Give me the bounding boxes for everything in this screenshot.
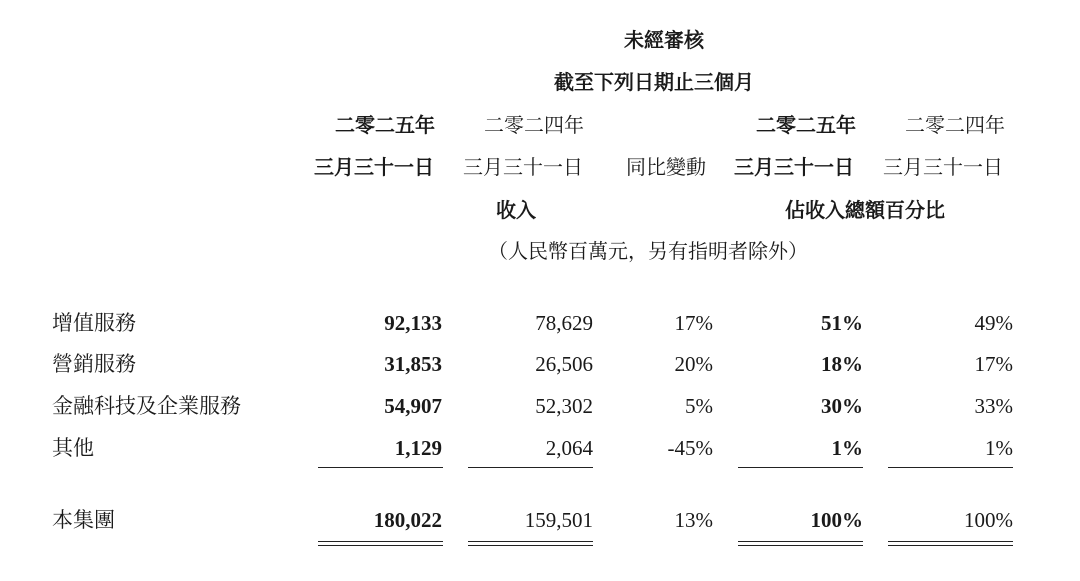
total-2024-pct: 100%: [964, 508, 1013, 532]
subtotal-rule: [318, 467, 443, 468]
cell-2025-pct: 18%: [821, 352, 863, 376]
total-double-rule: [468, 541, 593, 546]
cell-2025-revenue: 1,129: [394, 436, 442, 460]
cell-2025-pct: 1%: [831, 436, 863, 460]
col5-year: 二零二四年: [905, 113, 1005, 137]
cell-2024-pct: 49%: [974, 311, 1013, 335]
row-label: 營銷服務: [52, 352, 136, 376]
cell-2025-revenue: 54,907: [384, 394, 442, 418]
cell-2025-revenue: 31,853: [384, 352, 442, 376]
revenue-heading: 收入: [496, 198, 536, 222]
cell-2025-pct: 30%: [821, 394, 863, 418]
subtotal-rule: [738, 467, 863, 468]
col4-year: 二零二五年: [756, 113, 856, 137]
col1-year: 二零二五年: [335, 113, 435, 137]
cell-2025-revenue: 92,133: [384, 311, 442, 335]
col2-year: 二零二四年: [484, 113, 584, 137]
total-yoy-change: 13%: [674, 508, 713, 532]
total-double-rule: [738, 541, 863, 546]
cell-2024-revenue: 26,506: [535, 352, 593, 376]
cell-2024-revenue: 78,629: [535, 311, 593, 335]
cell-yoy-change: -45%: [667, 436, 713, 460]
total-double-rule: [888, 541, 1013, 546]
col1-date: 三月三十一日: [314, 155, 434, 179]
col4-date: 三月三十一日: [734, 155, 854, 179]
unaudited-heading: 未經審核: [624, 28, 704, 52]
total-2024-revenue: 159,501: [524, 508, 593, 532]
col5-date: 三月三十一日: [883, 155, 1003, 179]
cell-yoy-change: 17%: [674, 311, 713, 335]
total-2025-revenue: 180,022: [373, 508, 442, 532]
total-double-rule: [318, 541, 443, 546]
row-label: 增值服務: [52, 311, 136, 335]
cell-2024-revenue: 52,302: [535, 394, 593, 418]
cell-yoy-change: 5%: [685, 394, 713, 418]
cell-2024-pct: 33%: [974, 394, 1013, 418]
unit-note: （人民幣百萬元，另有指明者除外）: [488, 239, 808, 263]
cell-2024-pct: 17%: [974, 352, 1013, 376]
cell-2024-revenue: 2,064: [545, 436, 593, 460]
row-label: 其他: [52, 436, 94, 460]
row-label: 金融科技及企業服務: [52, 394, 241, 418]
cell-yoy-change: 20%: [674, 352, 713, 376]
pct-of-total-heading: 佔收入總額百分比: [785, 198, 945, 222]
total-2025-pct: 100%: [810, 508, 863, 532]
subtotal-rule: [468, 467, 593, 468]
subtotal-rule: [888, 467, 1013, 468]
cell-2024-pct: 1%: [985, 436, 1013, 460]
total-label: 本集團: [52, 508, 115, 532]
col2-date: 三月三十一日: [463, 155, 583, 179]
col3-yoy-label: 同比變動: [626, 155, 706, 179]
period-heading: 截至下列日期止三個月: [554, 70, 754, 94]
cell-2025-pct: 51%: [821, 311, 863, 335]
